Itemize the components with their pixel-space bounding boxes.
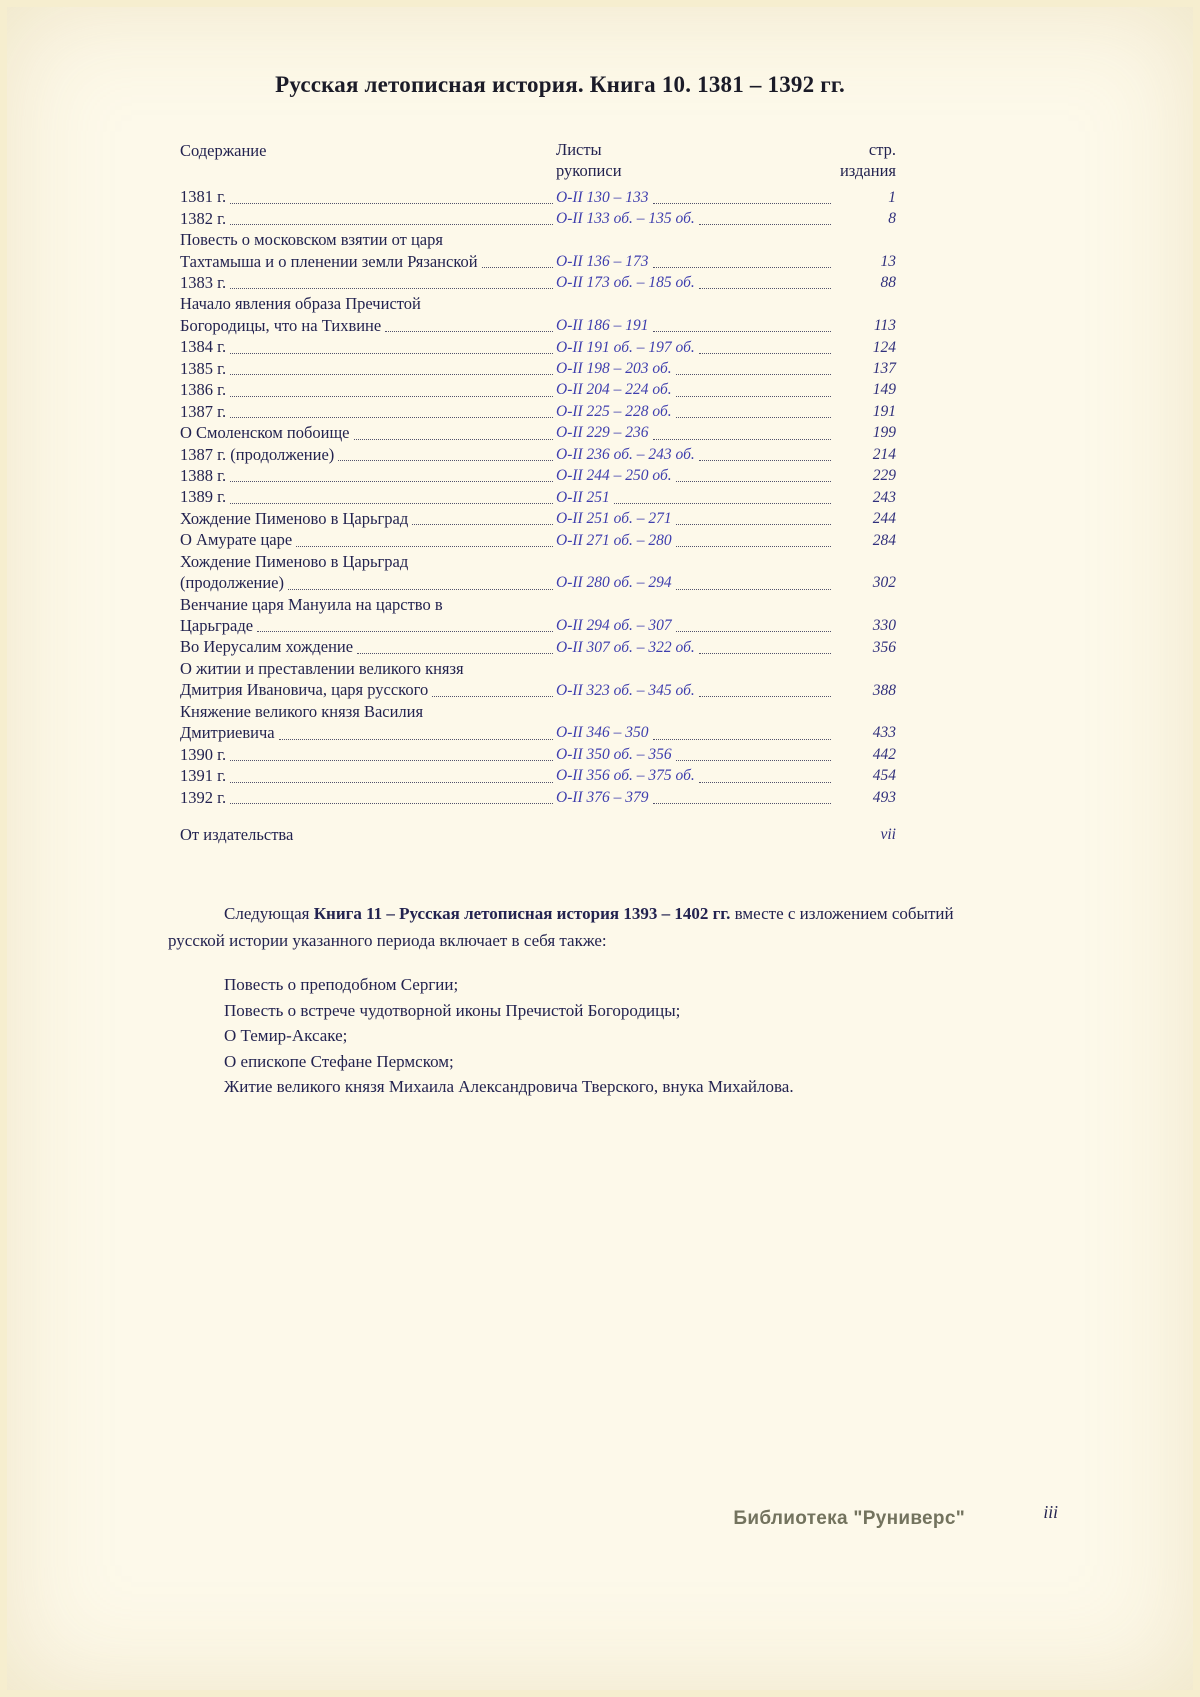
toc-title-text: Богородицы, что на Тихвине <box>180 315 382 335</box>
toc-title-text: Хождение Пименово в Царьград <box>180 508 409 528</box>
toc-row <box>180 486 896 507</box>
toc-row-page-number: 442 <box>872 745 896 763</box>
toc-row-leaves <box>556 788 834 808</box>
toc-row-leaves <box>556 273 834 293</box>
toc-title-text: 1383 г. <box>180 273 227 292</box>
dot-leader <box>432 696 553 697</box>
toc-title-text: Во Иерусалим хождение <box>180 637 354 657</box>
toc-publisher-row <box>180 824 896 845</box>
dot-leader <box>699 653 831 654</box>
toc-row-title <box>180 744 556 765</box>
dot-leader <box>676 396 831 397</box>
toc-row-page-number: 88 <box>880 274 896 292</box>
manuscript-leaves-text: О-II 251 об. – 271 <box>556 510 672 528</box>
manuscript-leaves-text: О-II 229 – 236 <box>556 424 649 442</box>
toc-row <box>180 379 896 400</box>
dot-leader <box>230 760 553 761</box>
dot-leader <box>230 203 553 204</box>
dot-leader <box>653 439 831 440</box>
dot-leader <box>230 417 553 418</box>
toc-row-leaves <box>556 188 834 208</box>
toc-row-title: Начало явления образа Пречистой Богородицы, что на Тихвине <box>180 293 556 336</box>
toc-row <box>180 658 896 701</box>
toc-row <box>180 272 896 293</box>
toc-title-text: 1389 г. <box>180 487 227 507</box>
toc-row <box>180 787 896 808</box>
toc-row-title <box>180 486 556 507</box>
next-book-list <box>168 972 968 1100</box>
manuscript-leaves-text: О-II 133 об. – 135 об. <box>556 209 695 227</box>
toc-title-text: Дмитрия Ивановича, царя русского <box>180 680 429 700</box>
manuscript-leaves-text: О-II 323 об. – 345 об. <box>556 681 695 699</box>
toc-row-leaves <box>556 723 834 743</box>
toc-row <box>180 636 896 657</box>
toc-row <box>180 208 896 229</box>
toc-row-title <box>180 186 556 207</box>
manuscript-leaves-text: О-II 251 <box>556 488 610 506</box>
toc-row-page-number: 8 <box>888 209 896 227</box>
toc-row-page-number: 199 <box>872 424 896 442</box>
manuscript-leaves-text: О-II 280 об. – 294 <box>556 574 672 592</box>
toc-title-text: 1391 г. <box>180 766 227 786</box>
dot-leader <box>354 439 554 440</box>
toc-row-title <box>180 765 556 786</box>
toc-row-title <box>180 636 556 657</box>
manuscript-leaves-text: О-II 350 об. – 356 <box>556 745 672 763</box>
toc-rows <box>180 186 896 808</box>
toc-row-leaves <box>556 359 834 379</box>
next-book-list-item: Повесть о встрече чудотворной иконы Пречистой Богородицы; <box>224 1000 681 1020</box>
toc-row-leaves <box>556 316 834 336</box>
toc-header-leaves-line1: Листы <box>556 140 602 159</box>
toc-title-text: 1387 г. (продолжение) <box>180 444 335 464</box>
toc-row-title <box>180 208 556 229</box>
toc-row-leaves <box>556 380 834 400</box>
publisher-row-title: От издательства <box>180 824 294 844</box>
toc-title-text: Царьграде <box>180 616 254 635</box>
dot-leader <box>230 396 553 397</box>
dot-leader <box>676 760 831 761</box>
toc-row <box>180 229 896 272</box>
dot-leader <box>676 524 831 525</box>
toc-row <box>180 293 896 336</box>
toc-row-page-number: 493 <box>872 788 896 806</box>
dot-leader <box>338 460 553 461</box>
toc-row-leaves <box>556 423 834 443</box>
toc-row <box>180 422 896 443</box>
toc-title-text: 1390 г. <box>180 744 227 764</box>
dot-leader <box>296 546 553 547</box>
manuscript-leaves-text: О-II 186 – 191 <box>556 317 649 335</box>
toc-title-text: О Смоленском побоище <box>180 423 350 443</box>
toc-row-page-number: 454 <box>872 767 896 785</box>
toc-row-page-number: 113 <box>873 317 896 335</box>
toc-row-title: Венчание царя Мануила на царство в Царьграде <box>180 594 556 637</box>
manuscript-leaves-text: О-II 236 об. – 243 об. <box>556 445 695 463</box>
toc-row-title: О житии и преставлении великого князя Дмитрия Ивановича, царя русского <box>180 658 556 701</box>
dot-leader <box>699 696 831 697</box>
toc-row-page-number: 356 <box>872 638 896 656</box>
dot-leader <box>230 782 553 783</box>
manuscript-leaves-text: О-II 225 – 228 об. <box>556 402 672 420</box>
toc-header-page-line2: издания <box>839 160 896 180</box>
manuscript-leaves-text: О-II 307 об. – 322 об. <box>556 638 695 656</box>
dot-leader <box>676 546 831 547</box>
toc-row-page-number: 229 <box>872 467 896 485</box>
toc-row-leaves <box>556 466 834 486</box>
toc-row <box>180 529 896 550</box>
toc-row-title <box>180 787 556 808</box>
toc-row <box>180 508 896 529</box>
dot-leader <box>288 589 553 590</box>
toc-row-title <box>180 465 556 486</box>
dot-leader <box>412 524 553 525</box>
dot-leader <box>230 374 553 375</box>
dot-leader <box>676 374 831 375</box>
page-title: Русская летописная история. Книга 10. 1381 – 1392 гг. <box>275 72 845 97</box>
toc-row-leaves <box>556 509 834 529</box>
dot-leader <box>230 288 553 289</box>
dot-leader <box>676 631 831 632</box>
dot-leader <box>699 288 831 289</box>
dot-leader <box>385 331 553 332</box>
toc-row-page-number: 149 <box>872 381 896 399</box>
toc-title-text: (продолжение) <box>180 573 284 593</box>
dot-leader <box>230 353 553 354</box>
toc-title-text: 1386 г. <box>180 380 227 400</box>
dot-leader <box>257 631 553 632</box>
toc-row <box>180 186 896 207</box>
toc-row-title <box>180 379 556 400</box>
dot-leader <box>653 803 831 804</box>
dot-leader <box>653 331 831 332</box>
toc-row-title: Повесть о московском взятии от царя Тахтамыша и о пленении земли Рязанской <box>180 229 556 272</box>
toc-row-page-number: 244 <box>872 510 896 528</box>
toc-row-page-number: 124 <box>872 338 896 356</box>
toc-row-title <box>180 358 556 379</box>
toc-row-leaves <box>556 573 834 593</box>
toc-title-text: 1387 г. <box>180 401 227 421</box>
next-book-list-item: Повесть о преподобном Сергии; <box>224 975 459 995</box>
manuscript-leaves-text: О-II 271 об. – 280 <box>556 531 672 549</box>
toc-row-title <box>180 444 556 465</box>
next-book-list-item: Житие великого князя Михаила Александровича Тверского, внука Михайлова. <box>224 1077 794 1097</box>
next-book-intro-start: Следующая <box>224 904 314 924</box>
toc-row-leaves <box>556 338 834 358</box>
manuscript-leaves-text: О-II 346 – 350 <box>556 724 649 742</box>
toc-header-leaves-line2: рукописи <box>556 160 622 180</box>
dot-leader <box>230 481 553 482</box>
table-of-contents <box>180 140 896 845</box>
dot-leader <box>676 417 831 418</box>
toc-row-page-number: 433 <box>872 724 896 742</box>
toc-row-page-number: 243 <box>872 488 896 506</box>
toc-title-text: 1392 г. <box>180 787 227 807</box>
dot-leader <box>482 267 553 268</box>
toc-row-title <box>180 529 556 550</box>
library-watermark: Библиотека "Руниверс" <box>733 1508 965 1529</box>
toc-row <box>180 551 896 594</box>
manuscript-leaves-text: О-II 130 – 133 <box>556 188 649 206</box>
toc-row-leaves <box>556 616 834 636</box>
dot-leader <box>699 782 831 783</box>
toc-row-page-number: 214 <box>872 445 896 463</box>
toc-row-page-number: 13 <box>880 252 896 270</box>
toc-title-text: 1384 г. <box>180 337 227 357</box>
toc-row-title: Княжение великого князя Василия Дмитриевича <box>180 701 556 744</box>
toc-row-page-number: 191 <box>872 402 896 420</box>
dot-leader <box>699 224 831 225</box>
next-book-list-item: О Темир-Аксаке; <box>224 1026 348 1046</box>
folio-page-number: iii <box>1043 1502 1058 1522</box>
dot-leader <box>357 653 553 654</box>
toc-row-leaves <box>556 445 834 465</box>
toc-row-title: Хождение Пименово в Царьград (продолжение) <box>180 551 556 594</box>
toc-header-page-line1: стр. <box>868 140 896 159</box>
toc-row-page-number: 284 <box>872 531 896 549</box>
toc-header <box>180 140 896 181</box>
manuscript-leaves-text: О-II 198 – 203 об. <box>556 360 672 378</box>
toc-title-text: 1388 г. <box>180 465 227 485</box>
manuscript-leaves-text: О-II 191 об. – 197 об. <box>556 338 695 356</box>
toc-title-text: Дмитриевича <box>180 723 275 743</box>
toc-row <box>180 465 896 486</box>
toc-title-text: 1385 г. <box>180 358 227 378</box>
toc-row <box>180 765 896 786</box>
toc-row-leaves <box>556 681 834 701</box>
manuscript-leaves-text: О-II 376 – 379 <box>556 788 649 806</box>
toc-title-text: 1381 г. <box>180 187 227 207</box>
toc-header-page <box>834 140 896 181</box>
dot-leader <box>676 481 831 482</box>
toc-row-title <box>180 336 556 357</box>
dot-leader <box>699 460 831 461</box>
toc-row-leaves <box>556 209 834 229</box>
next-book-intro-end: вместе с изложением событий русской истории указанного периода включает в себя также: <box>168 904 954 950</box>
toc-row-leaves <box>556 252 834 272</box>
dot-leader <box>653 267 831 268</box>
toc-title-text: Тахтамыша и о пленении земли Рязанской <box>180 251 478 271</box>
toc-row <box>180 336 896 357</box>
manuscript-leaves-text: О-II 204 – 224 об. <box>556 381 672 399</box>
next-book-section <box>168 901 968 1099</box>
toc-row-page-number: 330 <box>872 617 896 635</box>
toc-row-title <box>180 401 556 422</box>
toc-row-leaves <box>556 745 834 765</box>
toc-title-text: О Амурате царе <box>180 530 293 550</box>
manuscript-leaves-text: О-II 136 – 173 <box>556 252 649 270</box>
toc-row-title <box>180 272 556 293</box>
dot-leader <box>230 803 553 804</box>
next-book-intro-bold: Книга 11 – Русская летописная история 1393 – 1402 гг. <box>313 904 731 924</box>
toc-row <box>180 358 896 379</box>
toc-row-leaves <box>556 402 834 422</box>
toc-row <box>180 444 896 465</box>
dot-leader <box>614 503 831 504</box>
toc-row <box>180 401 896 422</box>
toc-row-title <box>180 508 556 529</box>
manuscript-leaves-text: О-II 356 об. – 375 об. <box>556 767 695 785</box>
toc-row-leaves <box>556 531 834 551</box>
toc-row <box>180 744 896 765</box>
dot-leader <box>653 203 831 204</box>
toc-row-leaves <box>556 766 834 786</box>
toc-header-content: Содержание <box>180 141 267 160</box>
manuscript-leaves-text: О-II 294 об. – 307 <box>556 617 672 635</box>
toc-title-text: 1382 г. <box>180 208 227 228</box>
toc-row-title <box>180 422 556 443</box>
dot-leader <box>653 739 831 740</box>
toc-row <box>180 594 896 637</box>
toc-row-page-number: 388 <box>872 681 896 699</box>
manuscript-leaves-text: О-II 244 – 250 об. <box>556 467 672 485</box>
publisher-row-page: vii <box>880 826 896 844</box>
toc-row-page-number: 1 <box>888 188 896 206</box>
toc-header-leaves <box>556 140 834 181</box>
dot-leader <box>676 589 831 590</box>
toc-row <box>180 701 896 744</box>
next-book-intro <box>168 901 968 954</box>
dot-leader <box>230 224 553 225</box>
next-book-list-item: О епископе Стефане Пермском; <box>224 1051 454 1071</box>
dot-leader <box>279 739 553 740</box>
manuscript-leaves-text: О-II 173 об. – 185 об. <box>556 274 695 292</box>
toc-row-page-number: 137 <box>872 360 896 378</box>
toc-row-leaves <box>556 488 834 508</box>
toc-row-page-number: 302 <box>872 574 896 592</box>
toc-row-leaves <box>556 638 834 658</box>
dot-leader <box>230 503 553 504</box>
dot-leader <box>699 353 831 354</box>
